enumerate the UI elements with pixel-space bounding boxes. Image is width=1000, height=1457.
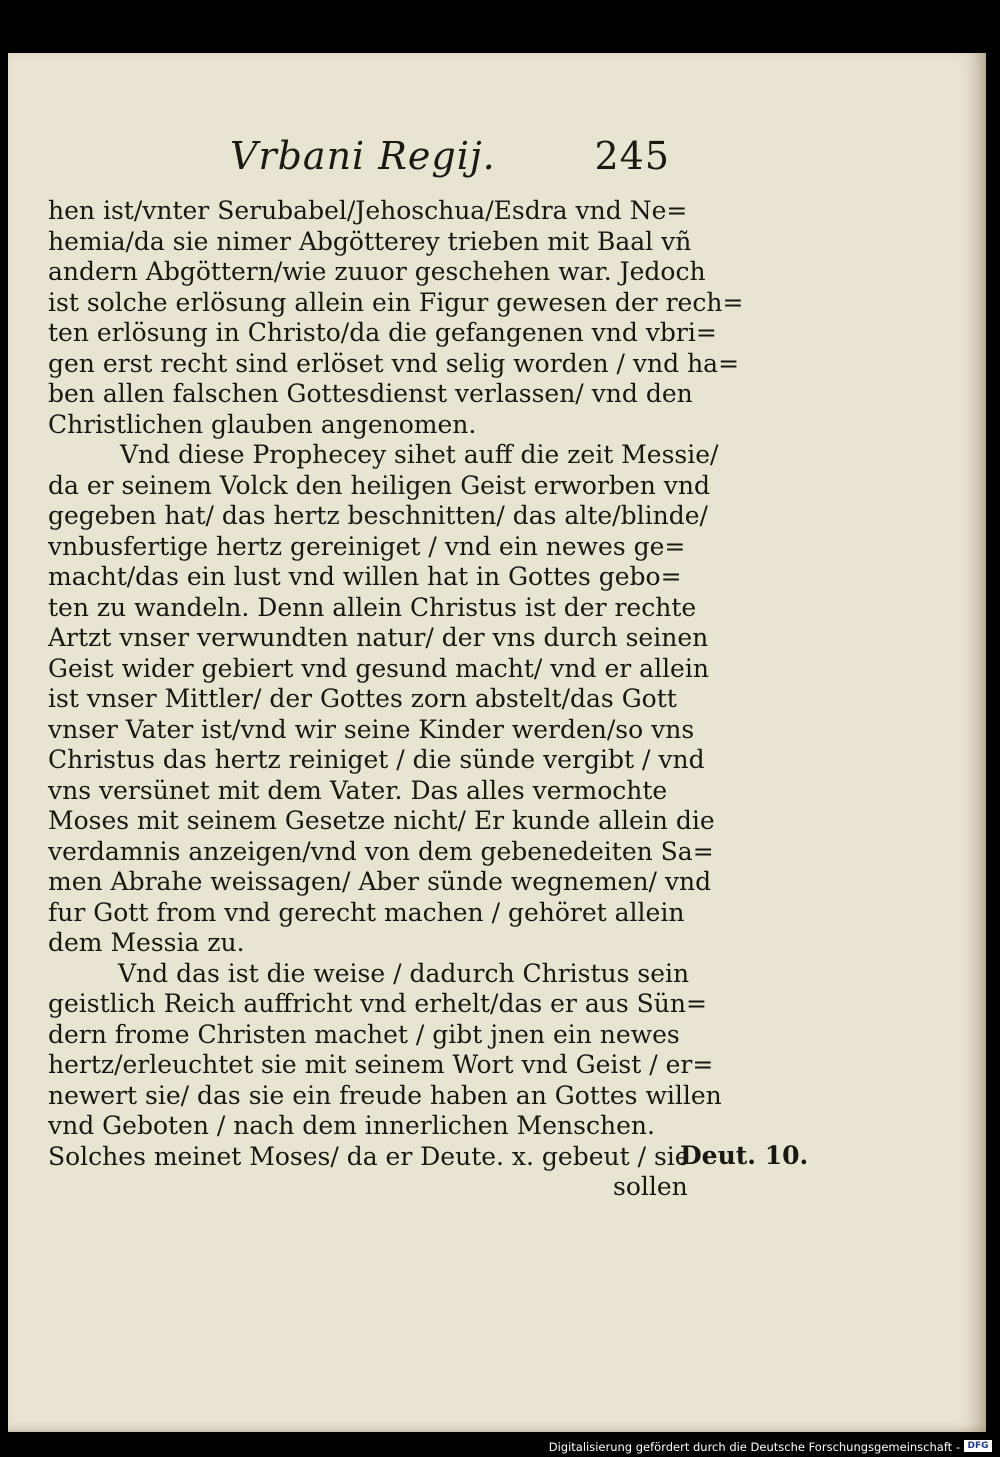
text-line: newert sie/ das sie ein freude haben an Gottes willen	[48, 1080, 722, 1110]
catchword: sollen	[613, 1172, 688, 1201]
running-header	[230, 134, 670, 180]
text-line: macht/das ein lust vnd willen hat in Gottes gebo=	[48, 562, 682, 591]
running-title: Vrbani Regij.	[230, 134, 496, 178]
body-text	[48, 196, 744, 1203]
text-line: Geist wider gebiert vnd gesund macht/ vnd er allein	[48, 653, 709, 683]
text-line: vnbusfertige hertz gereiniget / vnd ein newes ge=	[48, 531, 686, 561]
text-line: dern frome Christen machet / gibt jnen ein newes	[48, 1019, 680, 1049]
text-line: gen erst recht sind erlöset vnd selig worden / vnd ha=	[48, 348, 740, 378]
text-line: gegeben hat/ das hertz beschnitten/ das alte/blinde/	[48, 501, 708, 530]
marginal-note: Deut. 10.	[680, 1141, 809, 1170]
footer-bar	[0, 1436, 1000, 1457]
text-line: vnd Geboten / nach dem innerlichen Menschen.	[48, 1111, 655, 1140]
text-line: Moses mit seinem Gesetze nicht/ Er kunde allein die	[48, 806, 715, 835]
text-line: hertz/erleuchtet sie mit seinem Wort vnd Geist / er=	[48, 1050, 714, 1079]
text-line: hemia/da sie nimer Abgötterey trieben mit Baal vñ	[48, 226, 692, 256]
text-line: ist solche erlösung allein ein Figur gewesen der rech=	[48, 287, 744, 317]
text-line: men Abrahe weissagen/ Aber sünde wegnemen/ vnd	[48, 867, 712, 896]
funding-notice: Digitalisierung gefördert durch die Deutsche Forschungsgemeinschaft -	[548, 1440, 960, 1454]
text-line: ten erlösung in Christo/da die gefangenen vnd vbri=	[48, 318, 717, 347]
page-number: 245	[594, 134, 670, 178]
dfg-logo-icon: DFG	[964, 1440, 992, 1452]
text-line: Artzt vnser verwundten natur/ der vns durch seinen	[48, 623, 709, 652]
text-line: da er seinem Volck den heiligen Geist erworben vnd	[48, 470, 710, 500]
text-line: Christlichen glauben angenomen.	[48, 409, 477, 439]
text-line-paragraph-start: Vnd das ist die weise / dadurch Christus sein	[118, 958, 690, 988]
text-line: andern Abgöttern/wie zuuor geschehen war. Jedoch	[48, 257, 706, 286]
text-line: Christus das hertz reiniget / die sünde vergibt / vnd	[48, 745, 705, 774]
text-line-paragraph-start: Vnd diese Prophecey sihet auff die zeit Messie/	[120, 440, 719, 469]
text-line: ben allen falschen Gottesdienst verlassen/ vnd den	[48, 379, 693, 408]
text-line: Solches meinet Moses/ da er Deute. x. gebeut / sie	[48, 1141, 690, 1171]
text-line: geistlich Reich auffricht vnd erhelt/das er aus Sün=	[48, 989, 707, 1018]
text-line: fur Gott from vnd gerecht machen / gehöret allein	[48, 897, 685, 927]
text-line: verdamnis anzeigen/vnd von dem gebenedeiten Sa=	[48, 836, 714, 866]
text-line: ten zu wandeln. Denn allein Christus ist der rechte	[48, 592, 697, 622]
text-line: vnser Vater ist/vnd wir seine Kinder werden/so vns	[48, 714, 695, 744]
text-line: ist vnser Mittler/ der Gottes zorn abstelt/das Gott	[48, 684, 677, 713]
text-line: hen ist/vnter Serubabel/Jehoschua/Esdra vnd Ne=	[48, 196, 688, 225]
text-line: dem Messia zu.	[48, 928, 245, 957]
text-line: vns versünet mit dem Vater. Das alles vermochte	[48, 775, 668, 805]
